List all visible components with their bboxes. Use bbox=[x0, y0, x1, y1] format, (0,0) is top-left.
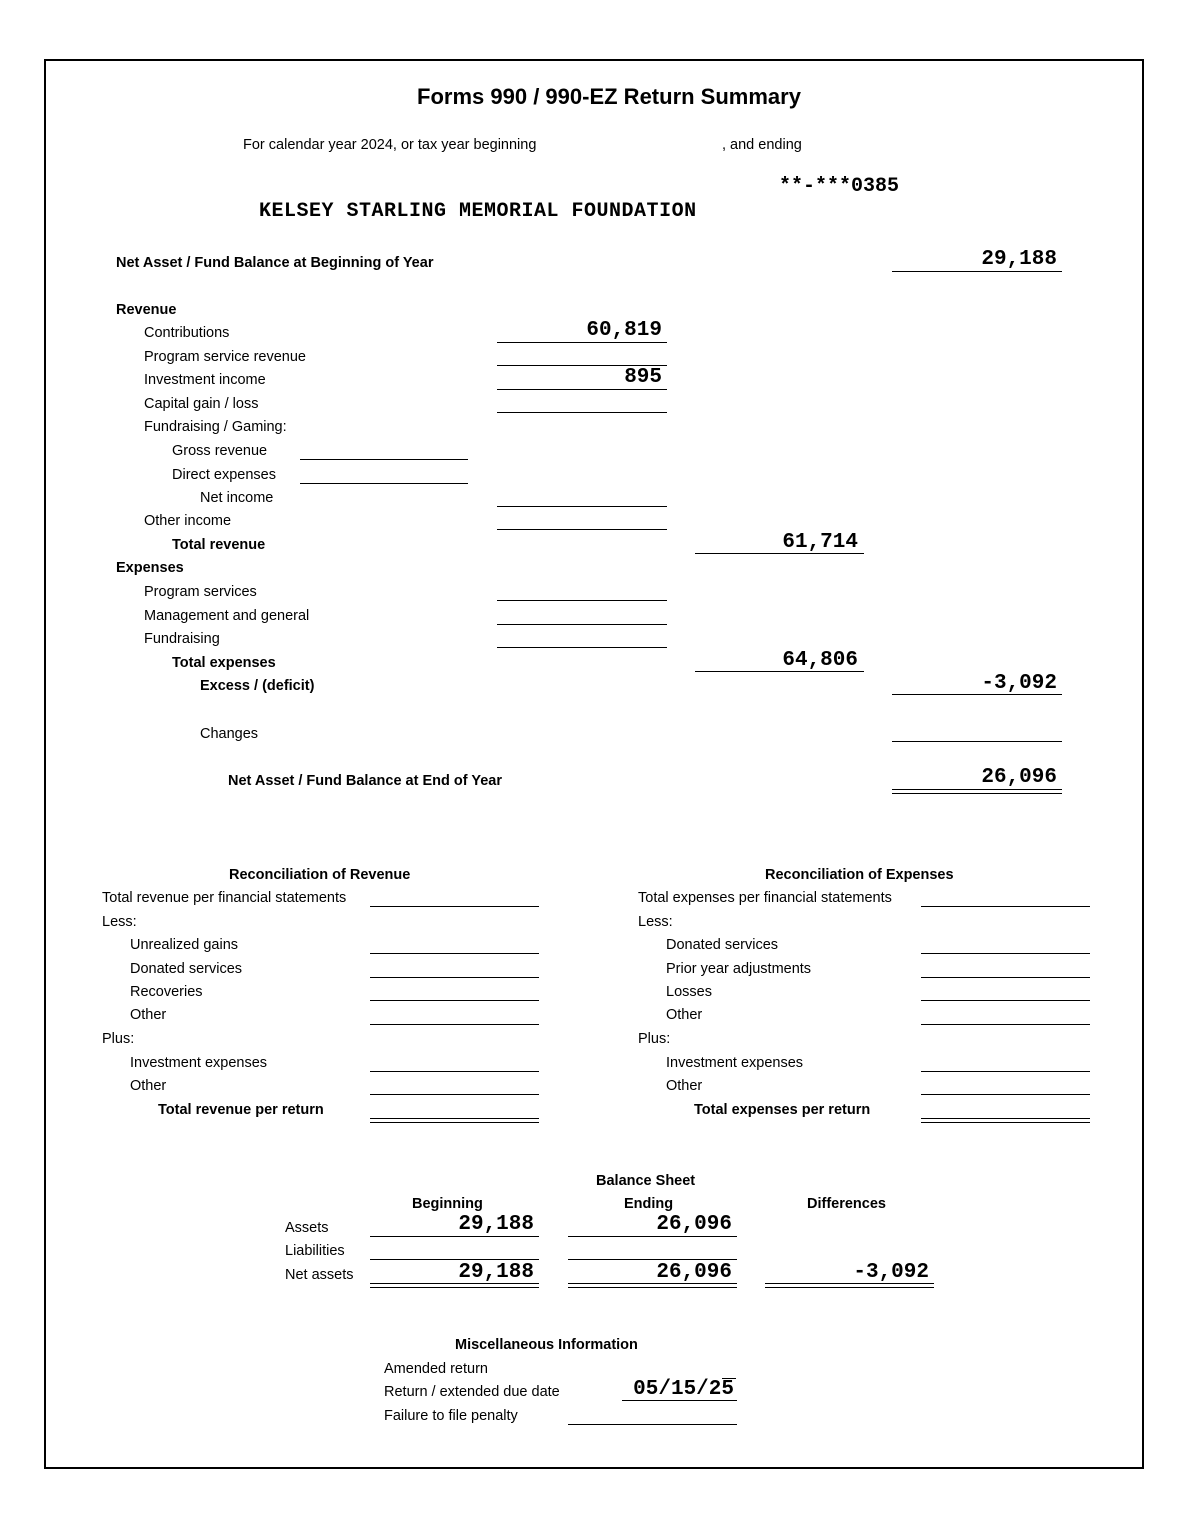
investment-income-line bbox=[497, 389, 667, 390]
rev-less-label: Less: bbox=[102, 914, 137, 930]
total-expenses-per-return-line bbox=[921, 1118, 1090, 1123]
exp-per-statements-line bbox=[921, 906, 1090, 907]
fundraising-expense-label: Fundraising bbox=[144, 631, 220, 647]
col-differences-header: Differences bbox=[807, 1196, 886, 1212]
excess-deficit-label: Excess / (deficit) bbox=[200, 678, 315, 694]
rev-plus-line bbox=[370, 1094, 539, 1095]
exp-less-item: Donated services bbox=[666, 937, 779, 953]
rev-less-item: Donated services bbox=[130, 961, 243, 977]
expenses-heading: Expenses bbox=[116, 560, 184, 576]
total-expenses-value: 64,806 bbox=[782, 649, 858, 672]
rev-plus-line bbox=[370, 1071, 539, 1072]
exp-plus-line bbox=[921, 1094, 1090, 1095]
net-assets-ending-value: 26,096 bbox=[656, 1261, 732, 1284]
reconciliation-revenue-heading: Reconciliation of Revenue bbox=[229, 867, 411, 883]
ending-balance-value: 26,096 bbox=[981, 766, 1057, 789]
exp-less-item: Other bbox=[666, 1007, 703, 1023]
program-services-label: Program services bbox=[144, 584, 257, 600]
ending-balance-label: Net Asset / Fund Balance at End of Year bbox=[228, 773, 502, 789]
rev-plus-label: Plus: bbox=[102, 1031, 135, 1047]
assets-ending-line bbox=[568, 1236, 737, 1237]
tax-period-prefix: For calendar year 2024, or tax year beginning bbox=[243, 137, 537, 153]
other-income-label: Other income bbox=[144, 513, 232, 529]
exp-plus-line bbox=[921, 1071, 1090, 1072]
exp-less-line bbox=[921, 977, 1090, 978]
exp-less-item: Prior year adjustments bbox=[666, 961, 812, 977]
ein: **-***0385 bbox=[779, 175, 900, 198]
contributions-value: 60,819 bbox=[586, 319, 662, 342]
gross-revenue-line bbox=[300, 459, 468, 460]
changes-line bbox=[892, 741, 1062, 742]
assets-beginning-value: 29,188 bbox=[458, 1213, 534, 1236]
contributions-line bbox=[497, 342, 667, 343]
excess-deficit-value: -3,092 bbox=[981, 672, 1057, 695]
due-date-value: 05/15/25 bbox=[633, 1378, 734, 1401]
rev-less-item: Unrealized gains bbox=[130, 937, 239, 953]
exp-less-label: Less: bbox=[638, 914, 673, 930]
exp-less-line bbox=[921, 953, 1090, 954]
liabilities-beginning-line bbox=[370, 1259, 539, 1260]
assets-beginning-line bbox=[370, 1236, 539, 1237]
amended-return-label: Amended return bbox=[384, 1361, 488, 1377]
due-date-label: Return / extended due date bbox=[384, 1384, 560, 1400]
net-assets-label: Net assets bbox=[285, 1267, 354, 1283]
net-assets-beginning-value: 29,188 bbox=[458, 1261, 534, 1284]
penalty-label: Failure to file penalty bbox=[384, 1408, 518, 1424]
rev-plus-item: Other bbox=[130, 1078, 167, 1094]
organization-name: KELSEY STARLING MEMORIAL FOUNDATION bbox=[259, 200, 697, 223]
due-date-overbar bbox=[722, 1378, 736, 1379]
capital-gain-label: Capital gain / loss bbox=[144, 396, 259, 412]
rev-less-item: Other bbox=[130, 1007, 167, 1023]
rev-less-line bbox=[370, 1000, 539, 1001]
rev-less-item: Recoveries bbox=[130, 984, 203, 1000]
direct-expenses-line bbox=[300, 483, 468, 484]
beginning-balance-value: 29,188 bbox=[981, 248, 1057, 271]
total-expenses-line bbox=[695, 671, 864, 672]
program-services-line bbox=[497, 600, 667, 601]
col-ending-header: Ending bbox=[624, 1196, 674, 1212]
exp-plus-item: Other bbox=[666, 1078, 703, 1094]
exp-plus-label: Plus: bbox=[638, 1031, 671, 1047]
capital-gain-line bbox=[497, 412, 667, 413]
fundraising-gaming-label: Fundraising / Gaming: bbox=[144, 419, 287, 435]
contributions-label: Contributions bbox=[144, 325, 230, 341]
investment-income-value: 895 bbox=[624, 366, 662, 389]
gross-revenue-label: Gross revenue bbox=[172, 443, 268, 459]
assets-ending-value: 26,096 bbox=[656, 1213, 732, 1236]
excess-deficit-line bbox=[892, 694, 1062, 695]
rev-per-statements-label: Total revenue per financial statements bbox=[102, 890, 347, 906]
beginning-balance-line bbox=[892, 271, 1062, 272]
total-revenue-value: 61,714 bbox=[782, 531, 858, 554]
other-income-line bbox=[497, 529, 667, 530]
exp-less-line bbox=[921, 1024, 1090, 1025]
rev-less-line bbox=[370, 953, 539, 954]
changes-label: Changes bbox=[200, 726, 259, 742]
net-assets-difference-line bbox=[765, 1283, 934, 1288]
net-assets-ending-line bbox=[568, 1283, 737, 1288]
management-general-line bbox=[497, 624, 667, 625]
rev-less-line bbox=[370, 1024, 539, 1025]
total-revenue-line bbox=[695, 553, 864, 554]
revenue-heading: Revenue bbox=[116, 302, 177, 318]
exp-less-item: Losses bbox=[666, 984, 712, 1000]
misc-heading: Miscellaneous Information bbox=[455, 1337, 638, 1353]
exp-less-line bbox=[921, 1000, 1090, 1001]
program-service-revenue-label: Program service revenue bbox=[144, 349, 306, 365]
tax-period-suffix: , and ending bbox=[722, 137, 802, 153]
total-expenses-label: Total expenses bbox=[172, 655, 276, 671]
management-general-label: Management and general bbox=[144, 608, 310, 624]
total-revenue-per-return-line bbox=[370, 1118, 539, 1123]
net-income-line bbox=[497, 506, 667, 507]
exp-plus-item: Investment expenses bbox=[666, 1055, 804, 1071]
net-assets-beginning-line bbox=[370, 1283, 539, 1288]
liabilities-label: Liabilities bbox=[285, 1243, 345, 1259]
net-assets-difference-value: -3,092 bbox=[853, 1261, 929, 1284]
ending-balance-double-line bbox=[892, 789, 1062, 794]
liabilities-ending-line bbox=[568, 1259, 737, 1260]
reconciliation-expenses-heading: Reconciliation of Expenses bbox=[765, 867, 954, 883]
direct-expenses-label: Direct expenses bbox=[172, 467, 276, 483]
net-income-label: Net income bbox=[200, 490, 274, 506]
total-expenses-per-return-label: Total expenses per return bbox=[694, 1102, 871, 1118]
fundraising-expense-line bbox=[497, 647, 667, 648]
rev-less-line bbox=[370, 977, 539, 978]
rev-plus-item: Investment expenses bbox=[130, 1055, 268, 1071]
beginning-balance-label: Net Asset / Fund Balance at Beginning of Year bbox=[116, 255, 434, 271]
assets-label: Assets bbox=[285, 1220, 329, 1236]
total-revenue-label: Total revenue bbox=[172, 537, 266, 553]
penalty-line bbox=[568, 1424, 737, 1425]
col-beginning-header: Beginning bbox=[412, 1196, 483, 1212]
exp-per-statements-label: Total expenses per financial statements bbox=[638, 890, 892, 906]
investment-income-label: Investment income bbox=[144, 372, 266, 388]
form-title: Forms 990 / 990-EZ Return Summary bbox=[417, 84, 801, 109]
rev-per-statements-line bbox=[370, 906, 539, 907]
total-revenue-per-return-label: Total revenue per return bbox=[158, 1102, 324, 1118]
balance-sheet-heading: Balance Sheet bbox=[596, 1173, 696, 1189]
due-date-line bbox=[622, 1400, 737, 1401]
